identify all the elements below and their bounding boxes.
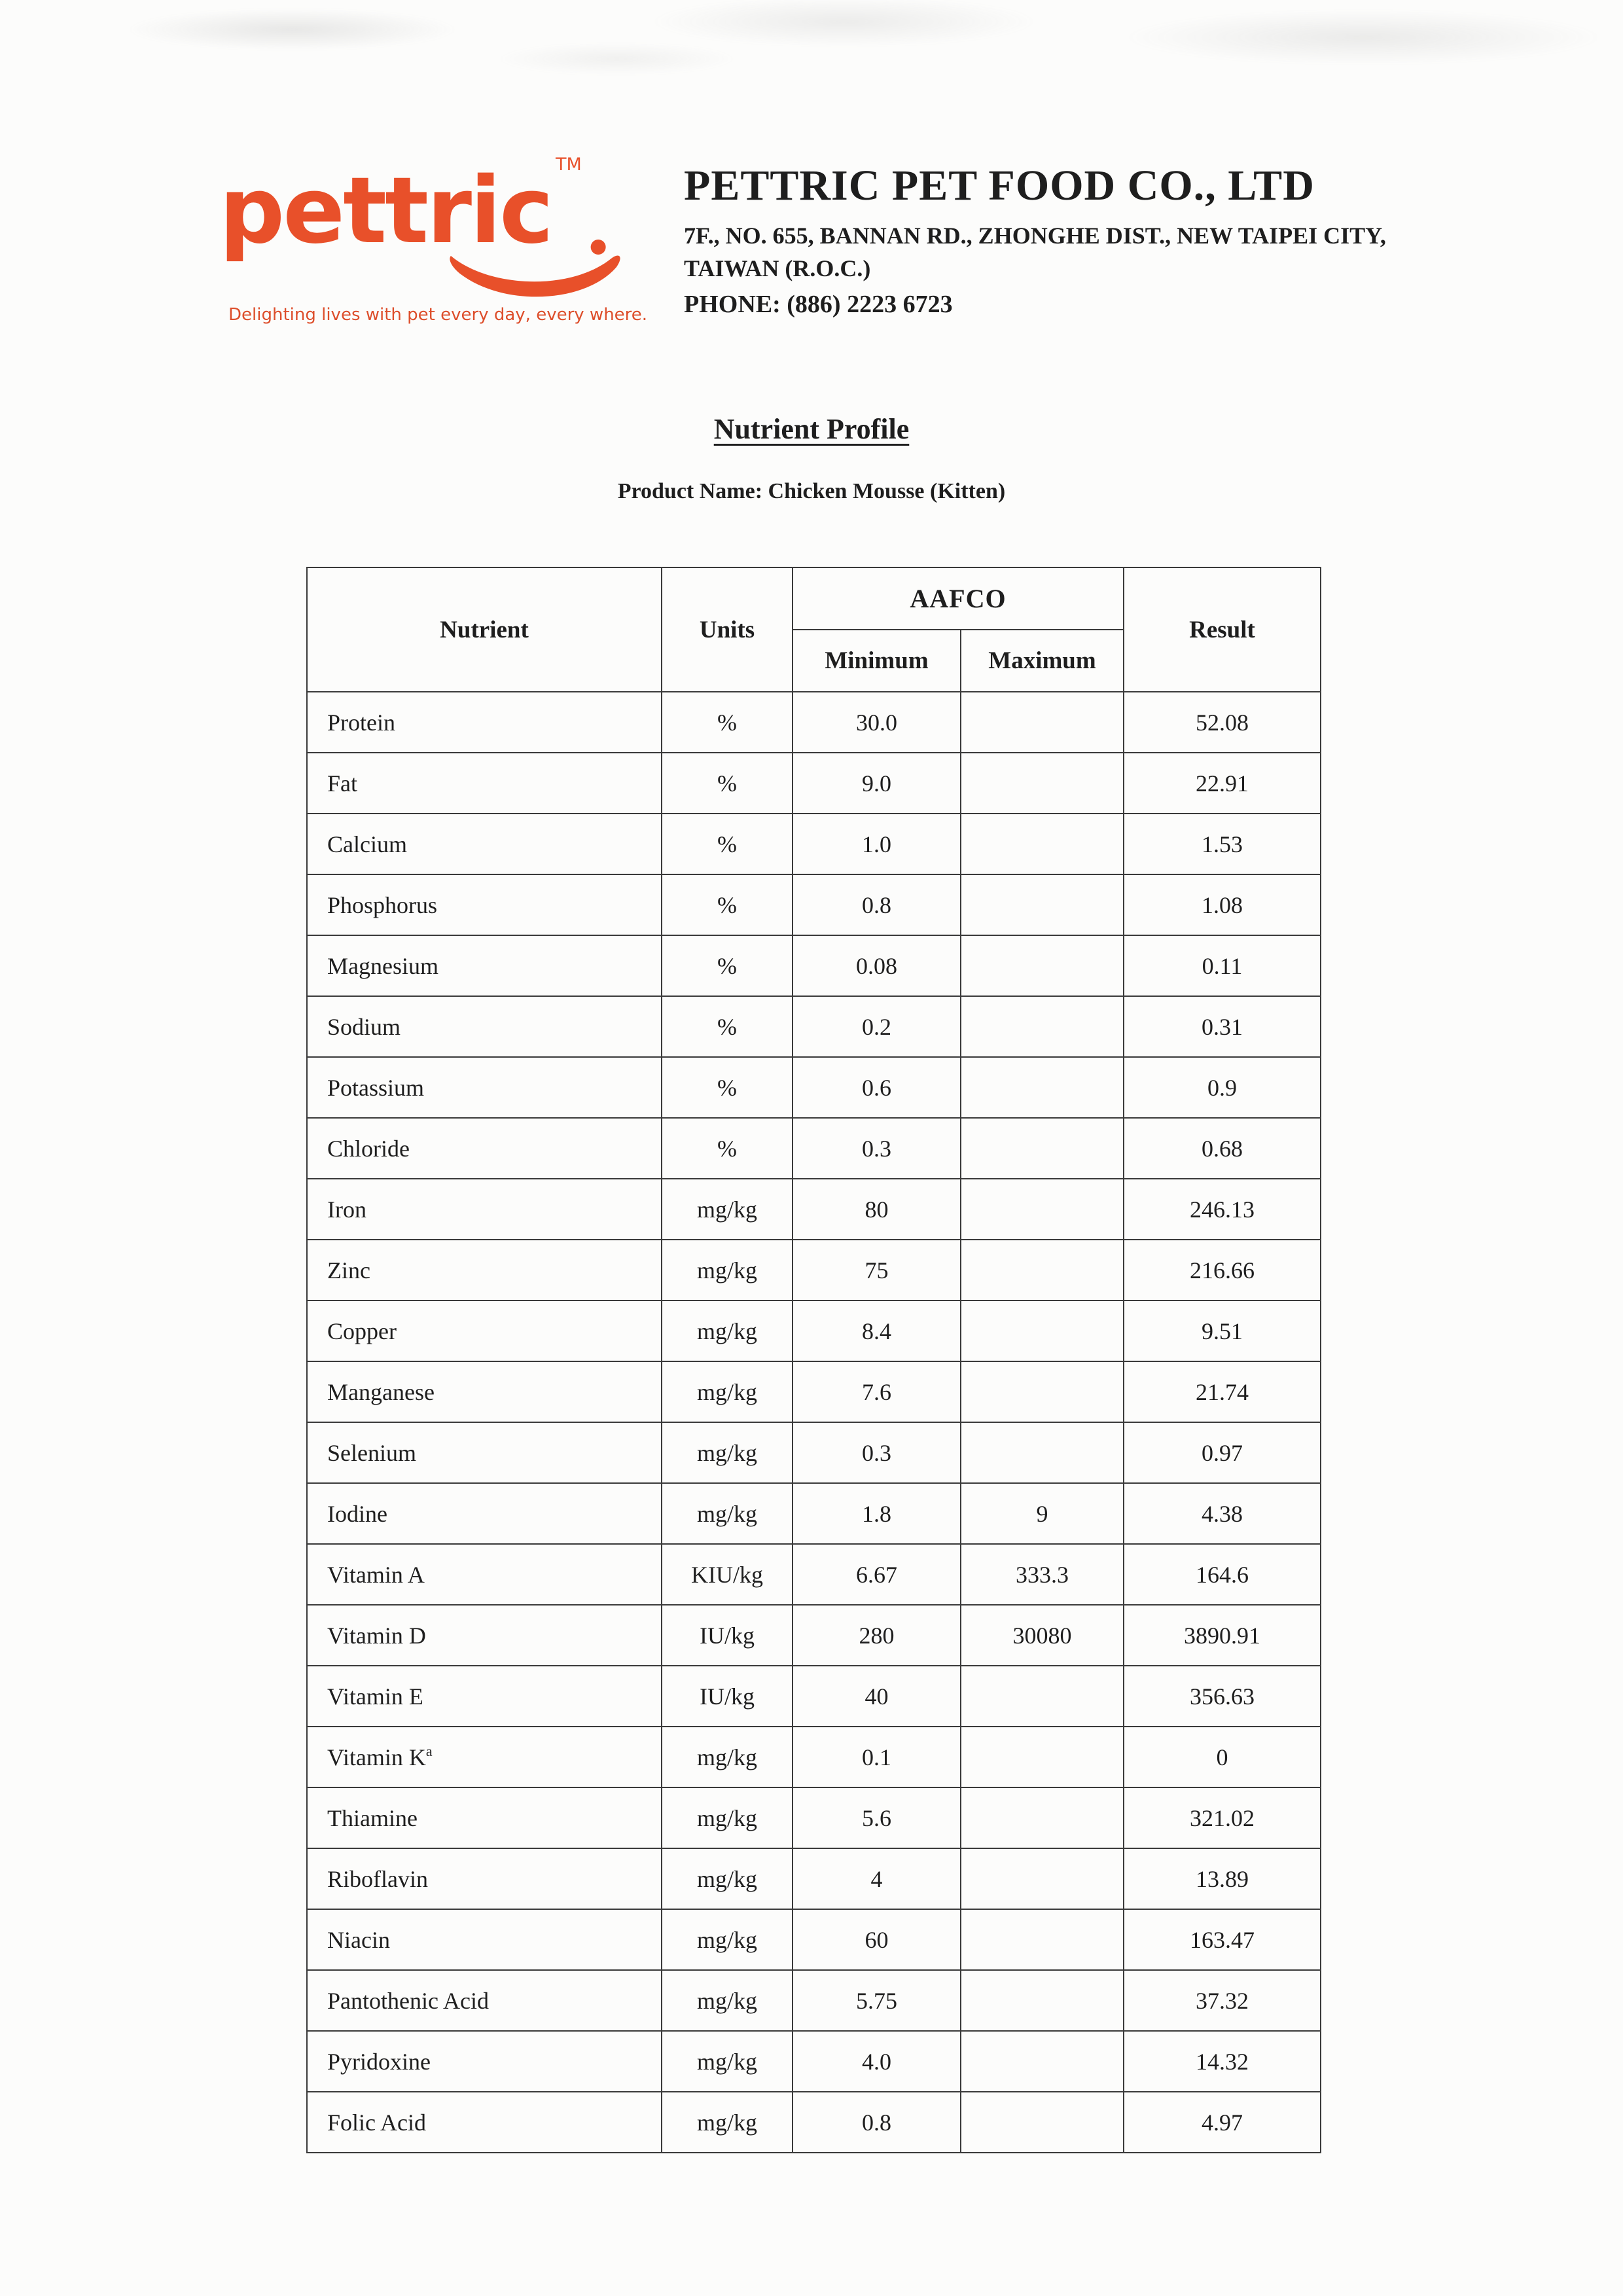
nutrient-table-body [307, 692, 1321, 2153]
table-row [307, 2092, 1321, 2153]
units-cell: mg/kg [662, 1179, 793, 1240]
maximum-cell [961, 1422, 1124, 1483]
minimum-cell: 280 [793, 1605, 961, 1666]
table-row [307, 1970, 1321, 2031]
minimum-cell: 9.0 [793, 753, 961, 814]
units-cell: KIU/kg [662, 1544, 793, 1605]
units-cell: mg/kg [662, 1727, 793, 1787]
logo-swoosh-icon [445, 240, 635, 315]
table-row [307, 874, 1321, 935]
units-cell: IU/kg [662, 1666, 793, 1727]
nutrient-name-cell: Iron [307, 1179, 662, 1240]
company-phone: PHONE: (886) 2223 6723 [684, 291, 953, 319]
minimum-cell: 4.0 [793, 2031, 961, 2092]
result-cell: 22.91 [1124, 753, 1321, 814]
result-cell: 0.11 [1124, 935, 1321, 996]
maximum-cell: 30080 [961, 1605, 1124, 1666]
units-cell: % [662, 874, 793, 935]
minimum-cell: 60 [793, 1909, 961, 1970]
table-row [307, 1483, 1321, 1544]
maximum-cell: 9 [961, 1483, 1124, 1544]
maximum-cell [961, 1361, 1124, 1422]
maximum-cell [961, 1300, 1124, 1361]
result-cell: 1.08 [1124, 874, 1321, 935]
result-cell: 163.47 [1124, 1909, 1321, 1970]
nutrient-name-cell: Niacin [307, 1909, 662, 1970]
nutrient-name-cell: Sodium [307, 996, 662, 1057]
nutrient-name-cell: Iodine [307, 1483, 662, 1544]
maximum-cell [961, 1727, 1124, 1787]
units-cell: mg/kg [662, 1848, 793, 1909]
minimum-cell: 1.0 [793, 814, 961, 874]
table-row [307, 1666, 1321, 1727]
table-row [307, 1605, 1321, 1666]
table-row [307, 692, 1321, 753]
minimum-cell: 0.08 [793, 935, 961, 996]
units-cell: mg/kg [662, 1787, 793, 1848]
nutrient-name-cell: Phosphorus [307, 874, 662, 935]
units-cell: mg/kg [662, 1361, 793, 1422]
nutrient-name-cell: Pantothenic Acid [307, 1970, 662, 2031]
maximum-cell [961, 1848, 1124, 1909]
units-cell: mg/kg [662, 2092, 793, 2153]
page-title: Nutrient Profile [713, 413, 910, 445]
result-cell: 13.89 [1124, 1848, 1321, 1909]
minimum-cell: 5.6 [793, 1787, 961, 1848]
col-header-aafco: AAFCO [793, 567, 1124, 630]
units-cell: IU/kg [662, 1605, 793, 1666]
company-info [684, 161, 1548, 319]
table-row [307, 1240, 1321, 1300]
units-cell: % [662, 692, 793, 753]
result-cell: 0.31 [1124, 996, 1321, 1057]
product-name: Product Name: Chicken Mousse (Kitten) [617, 479, 1006, 503]
minimum-cell: 0.8 [793, 874, 961, 935]
table-row [307, 996, 1321, 1057]
maximum-cell [961, 1057, 1124, 1118]
table-row [307, 814, 1321, 874]
maximum-cell [961, 1179, 1124, 1240]
result-cell: 0.68 [1124, 1118, 1321, 1179]
nutrient-name-cell: Magnesium [307, 935, 662, 996]
maximum-cell [961, 692, 1124, 753]
minimum-cell: 0.3 [793, 1118, 961, 1179]
result-cell: 9.51 [1124, 1300, 1321, 1361]
nutrient-name-cell: Protein [307, 692, 662, 753]
col-header-nutrient: Nutrient [307, 567, 662, 692]
result-cell: 52.08 [1124, 692, 1321, 753]
maximum-cell [961, 753, 1124, 814]
nutrient-table-header [307, 567, 1321, 692]
minimum-cell: 75 [793, 1240, 961, 1300]
minimum-cell: 6.67 [793, 1544, 961, 1605]
trademark-symbol: TM [556, 154, 582, 175]
maximum-cell [961, 935, 1124, 996]
minimum-cell: 0.2 [793, 996, 961, 1057]
units-cell: % [662, 814, 793, 874]
col-header-result: Result [1124, 567, 1321, 692]
address-line-2: TAIWAN (R.O.C.) [684, 255, 871, 281]
result-cell: 4.97 [1124, 2092, 1321, 2153]
result-cell: 0.9 [1124, 1057, 1321, 1118]
result-cell: 216.66 [1124, 1240, 1321, 1300]
table-row [307, 753, 1321, 814]
units-cell: mg/kg [662, 1483, 793, 1544]
nutrient-name-cell: Riboflavin [307, 1848, 662, 1909]
maximum-cell: 333.3 [961, 1544, 1124, 1605]
minimum-cell: 80 [793, 1179, 961, 1240]
units-cell: % [662, 935, 793, 996]
nutrient-name-cell: Vitamin A [307, 1544, 662, 1605]
nutrient-name-cell: Zinc [307, 1240, 662, 1300]
nutrient-name-cell: Vitamin $K^a$ [307, 1727, 662, 1787]
minimum-cell: 0.6 [793, 1057, 961, 1118]
minimum-cell: 5.75 [793, 1970, 961, 2031]
logo-wordmark: pettric [219, 158, 552, 264]
table-row [307, 1727, 1321, 1787]
minimum-cell: 0.1 [793, 1727, 961, 1787]
minimum-cell: 0.3 [793, 1422, 961, 1483]
result-cell: 0.97 [1124, 1422, 1321, 1483]
table-row [307, 1179, 1321, 1240]
result-cell: 4.38 [1124, 1483, 1321, 1544]
table-row [307, 1361, 1321, 1422]
table-row [307, 935, 1321, 996]
units-cell: mg/kg [662, 1909, 793, 1970]
nutrient-name-cell: Calcium [307, 814, 662, 874]
maximum-cell [961, 1666, 1124, 1727]
maximum-cell [961, 2092, 1124, 2153]
nutrient-name-cell: Chloride [307, 1118, 662, 1179]
units-cell: mg/kg [662, 2031, 793, 2092]
units-cell: % [662, 1118, 793, 1179]
col-header-units: Units [662, 567, 793, 692]
table-row [307, 1848, 1321, 1909]
units-cell: mg/kg [662, 1240, 793, 1300]
pettric-logo [219, 156, 717, 339]
minimum-cell: 8.4 [793, 1300, 961, 1361]
nutrient-name-cell: Vitamin D [307, 1605, 662, 1666]
nutrient-table [306, 567, 1321, 2153]
nutrient-name-cell: Folic Acid [307, 2092, 662, 2153]
result-cell: 356.63 [1124, 1666, 1321, 1727]
nutrient-name-cell: Fat [307, 753, 662, 814]
table-row [307, 1909, 1321, 1970]
table-row [307, 1057, 1321, 1118]
nutrient-name-cell: Thiamine [307, 1787, 662, 1848]
result-cell: 0 [1124, 1727, 1321, 1787]
maximum-cell [961, 996, 1124, 1057]
table-row [307, 1544, 1321, 1605]
table-row [307, 1422, 1321, 1483]
nutrient-name-cell: Pyridoxine [307, 2031, 662, 2092]
table-row [307, 2031, 1321, 2092]
nutrient-name-cell: Potassium [307, 1057, 662, 1118]
maximum-cell [961, 814, 1124, 874]
minimum-cell: 30.0 [793, 692, 961, 753]
nutrient-name-cell: Copper [307, 1300, 662, 1361]
col-header-maximum: Maximum [961, 630, 1124, 692]
result-cell: 3890.91 [1124, 1605, 1321, 1666]
nutrient-name-cell: Manganese [307, 1361, 662, 1422]
units-cell: % [662, 1057, 793, 1118]
maximum-cell [961, 1909, 1124, 1970]
minimum-cell: 40 [793, 1666, 961, 1727]
table-row [307, 1118, 1321, 1179]
nutrient-superscript: a [425, 1743, 433, 1759]
units-cell: mg/kg [662, 1970, 793, 2031]
maximum-cell [961, 1118, 1124, 1179]
table-row [307, 1787, 1321, 1848]
col-header-minimum: Minimum [793, 630, 961, 692]
result-cell: 21.74 [1124, 1361, 1321, 1422]
nutrient-name-cell: Selenium [307, 1422, 662, 1483]
minimum-cell: 1.8 [793, 1483, 961, 1544]
result-cell: 246.13 [1124, 1179, 1321, 1240]
maximum-cell [961, 1787, 1124, 1848]
maximum-cell [961, 1970, 1124, 2031]
minimum-cell: 7.6 [793, 1361, 961, 1422]
result-cell: 37.32 [1124, 1970, 1321, 2031]
address-line-1: 7F., NO. 655, BANNAN RD., ZHONGHE DIST., NEW TAIPEI CITY, [684, 223, 1386, 249]
nutrient-name-cell: Vitamin E [307, 1666, 662, 1727]
minimum-cell: 0.8 [793, 2092, 961, 2153]
table-row [307, 1300, 1321, 1361]
units-cell: mg/kg [662, 1300, 793, 1361]
result-cell: 1.53 [1124, 814, 1321, 874]
result-cell: 14.32 [1124, 2031, 1321, 2092]
units-cell: mg/kg [662, 1422, 793, 1483]
minimum-cell: 4 [793, 1848, 961, 1909]
result-cell: 321.02 [1124, 1787, 1321, 1848]
logo-tagline: Delighting lives with pet every day, every where. [228, 305, 648, 325]
maximum-cell [961, 1240, 1124, 1300]
company-address [684, 220, 1548, 285]
units-cell: % [662, 996, 793, 1057]
units-cell: % [662, 753, 793, 814]
maximum-cell [961, 874, 1124, 935]
result-cell: 164.6 [1124, 1544, 1321, 1605]
maximum-cell [961, 2031, 1124, 2092]
scan-artifact [0, 0, 1623, 98]
company-name: PETTRIC PET FOOD CO., LTD [684, 162, 1315, 209]
